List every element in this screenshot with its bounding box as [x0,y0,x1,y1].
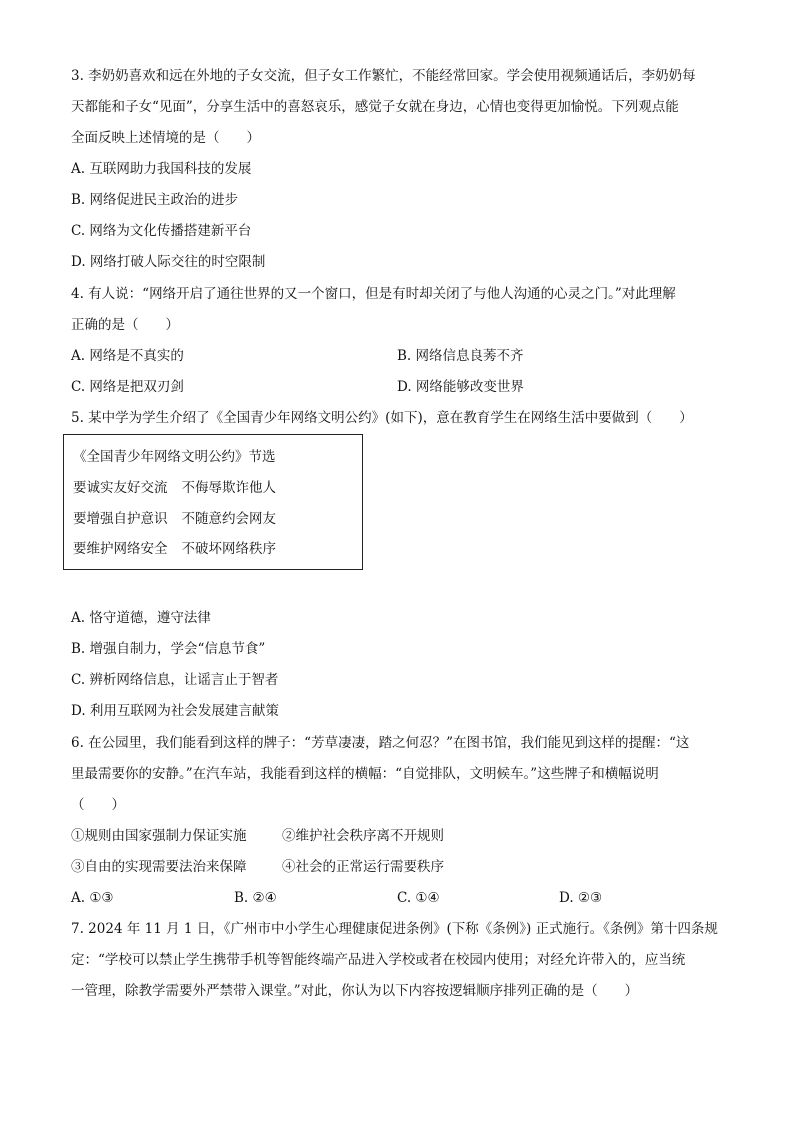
q4-option-c: C. 网络是把双刃剑 [71,379,184,395]
q3-option-d: D. 网络打破人际交往的时空限制 [71,254,266,270]
q6-statement-3: ③自由的实现需要法治来保障 [71,859,247,875]
q4-option-a: A. 网络是不真实的 [71,348,184,364]
q7-stem-line-1: 7. 2024 年 11 月 1 日，《广州市中小学生心理健康促进条例》(下称《条例》) 正式施行。《条例》第十四条规 [71,921,718,937]
q3-option-b: B. 网络促进民主政治的进步 [71,192,239,208]
convention-row-1 [73,478,276,498]
q4-option-b: B. 网络信息良莠不齐 [397,348,524,364]
q6-stem-line-1: 6. 在公园里，我们能看到这样的牌子：“芳草凄凄，踏之何忍？”在图书馆，我们能见到这样的提醒：“这 [71,735,690,751]
q3-option-a: A. 互联网助力我国科技的发展 [71,161,252,177]
convention-row-3-right: 不破坏网络秩序 [181,541,276,557]
convention-row-3 [73,539,276,559]
q6-statement-4: ④社会的正常运行需要秩序 [282,859,444,875]
q6-option-b: B. ②④ [234,890,277,906]
convention-title: 《全国青少年网络文明公约》节选 [73,449,276,465]
q5-option-d: D. 利用互联网为社会发展建言献策 [71,703,279,719]
q3-stem-line-2: 天都能和子女“见面”，分享生活中的喜怒哀乐，感觉子女就在身边，心情也变得更加愉悦。下列观点能 [71,99,679,115]
q6-stem-line-3: （ ） [71,797,125,813]
q4-stem-line-1: 4. 有人说：“网络开启了通往世界的又一个窗口，但是有时却关闭了与他人沟通的心灵之门。”对此理解 [71,286,676,302]
convention-row-3-left: 要维护网络安全 [73,541,168,557]
q5-stem-line-1: 5. 某中学为学生介绍了《全国青少年网络文明公约》(如下)，意在教育学生在网络生活中要做到（ ） [71,410,693,426]
q6-option-c: C. ①④ [397,890,440,906]
convention-excerpt-box [63,434,363,570]
convention-row-1-right: 不侮辱欺诈他人 [181,480,276,496]
q3-stem-line-1: 3. 李奶奶喜欢和远在外地的子女交流，但子女工作繁忙，不能经常回家。学会使用视频通话后，李奶奶每 [71,68,696,84]
q5-option-a: A. 恪守道德，遵守法律 [71,610,211,626]
q7-stem-line-2: 定：“学校可以禁止学生携带手机等智能终端产品进入学校或者在校园内使用；对经允许带入的，应当统 [71,952,686,968]
q4-option-d: D. 网络能够改变世界 [397,379,524,395]
convention-row-2 [73,509,276,529]
q5-option-b: B. 增强自制力，学会“信息节食” [71,641,266,657]
convention-row-2-left: 要增强自护意识 [73,511,168,527]
q7-stem-line-3: 一管理，除教学需要外严禁带入课堂。”对此，你认为以下内容按逻辑顺序排列正确的是（ ） [71,983,639,999]
convention-row-2-right: 不随意约会网友 [181,511,276,527]
q6-option-d: D. ②③ [559,890,603,906]
q6-statement-1: ①规则由国家强制力保证实施 [71,828,247,844]
convention-row-1-left: 要诚实友好交流 [73,480,168,496]
q5-option-c: C. 辨析网络信息，让谣言止于智者 [71,672,279,688]
q3-stem-line-3: 全面反映上述情境的是（ ） [71,130,260,146]
q6-statement-2: ②维护社会秩序离不开规则 [282,828,444,844]
q3-option-c: C. 网络为文化传播搭建新平台 [71,223,252,239]
q6-stem-line-2: 里最需要你的安静。”在汽车站，我能看到这样的横幅：“自觉排队，文明候车。”这些牌子和横幅说明 [71,766,659,782]
q6-option-a: A. ①③ [71,890,114,906]
q4-stem-line-2: 正确的是（ ） [71,317,179,333]
